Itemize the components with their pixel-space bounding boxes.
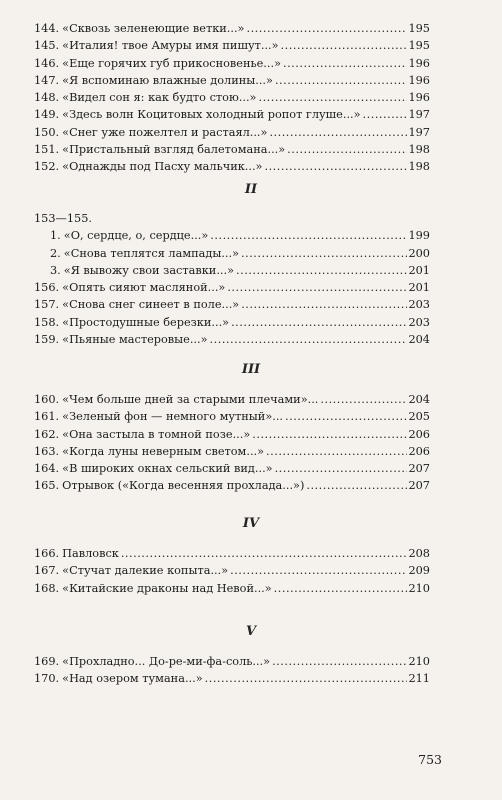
entry-title: «Снова теплятся лампады...»	[63, 246, 240, 260]
entry-number: 150.	[34, 125, 60, 139]
toc-entry	[34, 39, 430, 56]
toc-group-5	[34, 655, 430, 690]
entry-number: 169.	[34, 655, 60, 668]
entry-title: «Когда луны неверным светом...»	[62, 444, 265, 458]
entry-title: «Снова снег синеет в поле...»	[62, 298, 240, 312]
entry-number: 1.	[50, 229, 61, 243]
range-label: 153—155.	[34, 212, 93, 225]
entry-title: «Стучат далекие копыта...»	[62, 564, 229, 578]
dot-leader	[283, 57, 407, 70]
entry-title: «Здесь волн Коцитовых холодный ропот глуше...»	[62, 108, 361, 122]
entry-page: 207	[408, 462, 430, 476]
dot-leader	[231, 316, 407, 329]
entry-number: 161.	[34, 410, 60, 424]
entry-page: 204	[408, 393, 430, 406]
entry-page: 207	[408, 479, 430, 493]
dot-leader	[274, 582, 408, 595]
entry-number: 148.	[34, 91, 60, 105]
entry-title: «Видел сон я: как будто стою...»	[62, 91, 257, 105]
toc-entry	[34, 74, 430, 91]
entry-title: «Она застыла в томной позе...»	[62, 427, 251, 441]
dot-leader	[269, 126, 407, 139]
entry-number: 160.	[34, 393, 60, 406]
entry-number: 164.	[34, 462, 60, 476]
section-heading-4: IV	[242, 516, 260, 531]
section-heading-3: III	[241, 362, 261, 377]
entry-title: «Италия! твое Амуры имя пишут...»	[62, 39, 279, 53]
dot-leader	[275, 74, 408, 87]
entry-number: 168.	[34, 581, 60, 595]
entry-number: 156.	[34, 281, 60, 295]
toc-entry	[34, 91, 430, 108]
entry-page: 195	[408, 39, 430, 53]
entry-title: «Сквозь зеленеющие ветки...»	[62, 22, 245, 35]
toc-subentry	[34, 264, 430, 281]
entry-title: «Пьяные мастеровые...»	[62, 333, 208, 347]
entry-title: Павловск	[62, 547, 119, 560]
entry-page: 204	[408, 333, 430, 347]
entry-number: 144.	[34, 22, 60, 35]
dot-leader	[121, 547, 408, 560]
entry-number: 170.	[34, 672, 60, 686]
entry-title: «Я вспоминаю влажные долины...»	[62, 73, 273, 87]
entry-number: 159.	[34, 333, 60, 347]
entry-title: «Пристальный взгляд балетомана...»	[62, 143, 286, 157]
section-heading-5: V	[245, 624, 257, 639]
toc-entry	[34, 333, 430, 350]
entry-title: «Снег уже пожелтел и растаял...»	[62, 125, 268, 139]
entry-page: 201	[408, 263, 430, 277]
page-number: 753	[418, 752, 442, 767]
entry-title: «Еще горячих губ прикосновенье...»	[62, 56, 281, 70]
dot-leader	[230, 564, 407, 577]
dot-leader	[306, 479, 407, 492]
dot-leader	[363, 108, 408, 121]
entry-number: 157.	[34, 298, 60, 312]
entry-number: 162.	[34, 427, 60, 441]
entry-page: 201	[408, 281, 430, 295]
entry-number: 151.	[34, 143, 60, 157]
dot-leader	[210, 333, 408, 346]
entry-number: 158.	[34, 315, 60, 329]
toc-entry	[34, 672, 430, 689]
entry-title: «Я вывожу свои заставки...»	[63, 263, 235, 277]
entry-page: 198	[408, 143, 430, 157]
dot-leader	[287, 143, 407, 156]
entry-title: «Китайские драконы над Невой...»	[62, 581, 272, 595]
toc-entry	[34, 143, 430, 160]
entry-page: 211	[408, 672, 430, 686]
toc-entry	[34, 108, 430, 125]
entry-page: 199	[408, 229, 430, 243]
entry-number: 163.	[34, 444, 60, 458]
toc-subentry	[34, 247, 430, 264]
entry-title: «Зеленый фон — немного мутный»...	[62, 410, 284, 424]
entry-page: 206	[408, 444, 430, 458]
dot-leader	[258, 91, 407, 104]
entry-page: 206	[408, 427, 430, 441]
entry-page: 208	[408, 547, 430, 560]
toc-entry	[34, 428, 430, 445]
toc-entry	[34, 281, 430, 298]
dot-leader	[252, 428, 407, 441]
toc-entry	[34, 316, 430, 333]
toc-entry	[34, 547, 430, 564]
toc-entry	[34, 479, 430, 496]
toc-entry	[34, 445, 430, 462]
dot-leader	[285, 410, 407, 423]
toc-entry	[34, 655, 430, 672]
entry-page: 210	[408, 581, 430, 595]
entry-title: «Простодушные березки...»	[62, 315, 230, 329]
entry-page: 196	[408, 91, 430, 105]
dot-leader	[275, 462, 408, 475]
toc-entry	[34, 160, 430, 177]
entry-number: 3.	[50, 263, 61, 277]
entry-number: 145.	[34, 39, 60, 53]
toc-entry	[34, 410, 430, 427]
toc-entry	[34, 298, 430, 315]
entry-page: 200	[408, 246, 430, 260]
toc-entry	[34, 126, 430, 143]
dot-leader	[264, 160, 407, 173]
entry-title: «Чем больше дней за старыми плечами»...	[62, 393, 319, 406]
entry-title: «Однажды под Пасху мальчик...»	[62, 160, 263, 174]
entry-title: Отрывок («Когда весенняя прохлада...»)	[62, 479, 305, 493]
toc-subentry	[34, 229, 430, 246]
entry-page: 196	[408, 56, 430, 70]
toc-group-1	[34, 22, 430, 178]
entry-number: 2.	[50, 246, 61, 260]
entry-page: 195	[408, 22, 430, 35]
toc-entry	[34, 564, 430, 581]
entry-number: 149.	[34, 108, 60, 122]
entry-page: 205	[408, 410, 430, 424]
dot-leader	[241, 247, 407, 260]
dot-leader	[281, 39, 408, 52]
dot-leader	[236, 264, 407, 277]
entry-number: 146.	[34, 56, 60, 70]
dot-leader	[320, 393, 407, 406]
dot-leader	[241, 298, 407, 311]
entry-page: 196	[408, 73, 430, 87]
entry-title: «Прохладно... До-ре-ми-фа-соль...»	[62, 655, 271, 668]
entry-number: 167.	[34, 564, 60, 578]
dot-leader	[227, 281, 407, 294]
toc-entry	[34, 22, 430, 39]
dot-leader	[266, 445, 407, 458]
entry-page: 209	[408, 564, 430, 578]
toc-entry	[34, 393, 430, 410]
dot-leader	[205, 672, 408, 685]
entry-page: 197	[408, 125, 430, 139]
entry-number: 166.	[34, 547, 60, 560]
toc-group-2	[34, 212, 430, 350]
entry-page: 203	[408, 298, 430, 312]
entry-number: 152.	[34, 160, 60, 174]
dot-leader	[210, 229, 407, 242]
toc-entry	[34, 57, 430, 74]
entry-number: 147.	[34, 73, 60, 87]
toc-entry	[34, 462, 430, 479]
section-heading-2: II	[244, 182, 258, 197]
dot-leader	[272, 655, 407, 668]
entry-page: 210	[408, 655, 430, 668]
toc-entry	[34, 582, 430, 599]
toc-group-4	[34, 547, 430, 599]
entry-title: «Опять сияют масляной...»	[62, 281, 226, 295]
entry-page: 197	[408, 108, 430, 122]
entry-title: «О, сердце, о, сердце...»	[63, 229, 209, 243]
entry-title: «В широких окнах сельский вид...»	[62, 462, 273, 476]
entry-page: 203	[408, 315, 430, 329]
dot-leader	[246, 22, 407, 35]
toc-group-3	[34, 393, 430, 497]
entry-number: 165.	[34, 479, 60, 493]
entry-title: «Над озером тумана...»	[62, 672, 203, 686]
entry-page: 198	[408, 160, 430, 174]
